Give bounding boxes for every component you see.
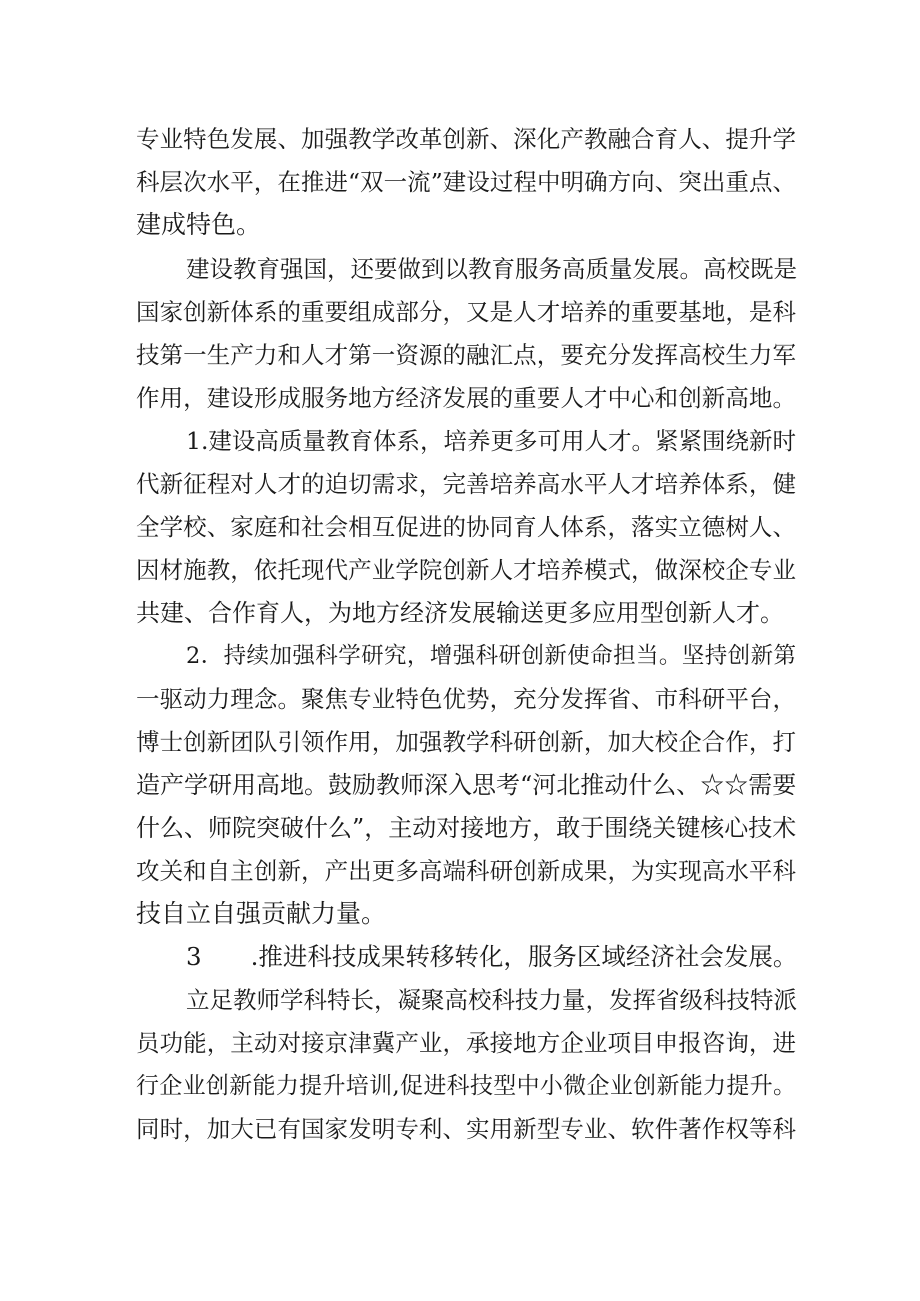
text-line: 代新征程对人才的迫切需求，完善培养高水平人才培养体系，健 — [136, 470, 796, 498]
text-line: 全学校、家庭和社会相互促进的协同育人体系，落实立德树人、 — [136, 513, 796, 541]
text-line: 行企业创新能力提升培训,促进科技型中小微企业创新能力提升。 — [136, 1073, 796, 1099]
text-line: 技第一生产力和人才第一资源的融汇点，要充分发挥高校生力军 — [136, 341, 796, 369]
text-line: 作用，建设形成服务地方经济发展的重要人才中心和创新高地。 — [136, 384, 796, 412]
text-line: 博士创新团队引领作用，加强教学科研创新，加大校企合作，打 — [136, 728, 796, 756]
text-line: 专业特色发展、加强教学改革创新、深化产教融合育人、提升学 — [136, 125, 796, 153]
text-line: 因材施教，依托现代产业学院创新人才培养模式，做深校企专业 — [136, 556, 796, 584]
text-line: 技自立自强贡献力量。 — [136, 899, 387, 928]
text-line: 1.建设高质量教育体系，培养更多可用人才。紧紧围绕新时 — [186, 427, 796, 455]
text-line: 科层次水平，在推进“双一流”建设过程中明确方向、突出重点、 — [136, 168, 796, 196]
text-line: 造产学研用高地。鼓励教师深入思考“河北推动什么、☆☆需要 — [136, 771, 797, 799]
text-line: 建设教育强国，还要做到以教育服务高质量发展。高校既是 — [186, 255, 797, 283]
text-line: 攻关和自主创新，产出更多高端科研创新成果，为实现高水平科 — [136, 857, 796, 885]
text-line: 2．持续加强科学研究，增强科研创新使命担当。坚持创新第 — [186, 643, 796, 669]
text-line: 立足教师学科特长，凝聚高校科技力量，发挥省级科技特派 — [186, 986, 797, 1014]
text-line: 什么、师院突破什么”，主动对接地方，敢于围绕关键核心技术 — [136, 814, 797, 842]
text-line: 一驱动力理念。聚焦专业特色优势，充分发挥省、市科研平台， — [136, 685, 796, 713]
text-line: 共建、合作育人，为地方经济发展输送更多应用型创新人才。 — [136, 599, 784, 627]
text-line: 同时，加大已有国家发明专利、实用新型专业、软件著作权等科 — [136, 1115, 796, 1143]
text-line: 建成特色。 — [136, 210, 262, 239]
text-line: 员功能，主动对接京津冀产业，承接地方企业项目申报咨询，进 — [136, 1029, 796, 1057]
text-line: 3 .推进科技成果转移转化，服务区域经济社会发展。 — [186, 942, 798, 971]
text-line: 国家创新体系的重要组成部分，又是人才培养的重要基地，是科 — [136, 298, 796, 326]
